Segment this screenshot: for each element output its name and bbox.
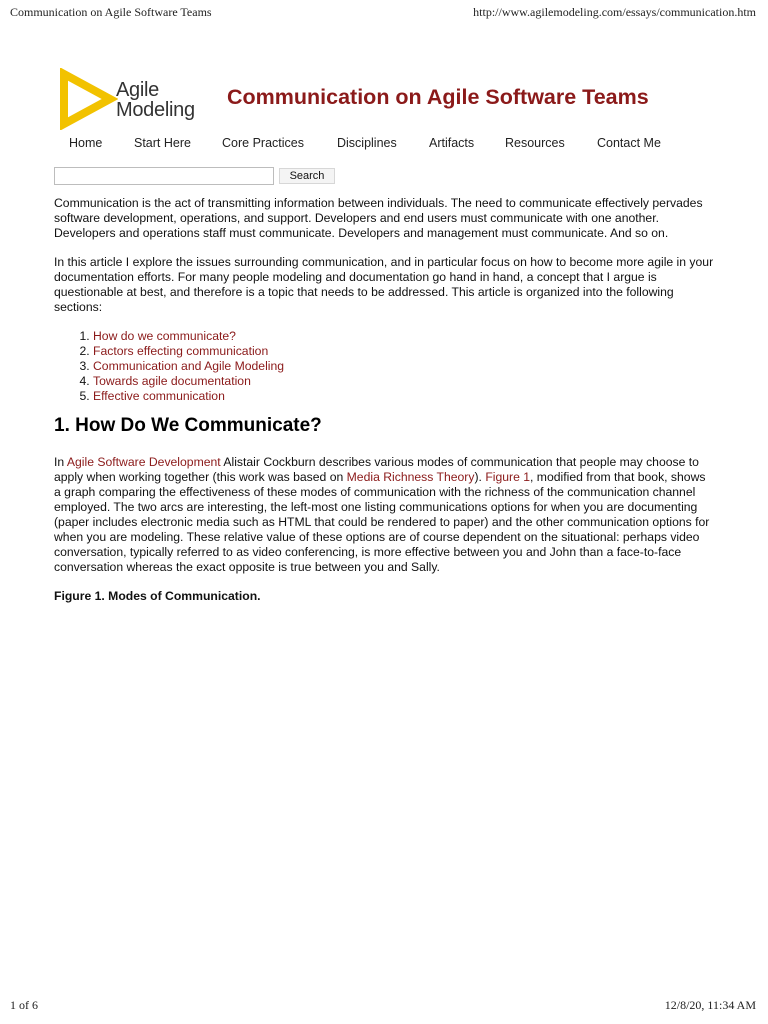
text-fragment: Alistair Cockburn describes various modes of communication that people may choose to apply when working together (this work was based on	[54, 455, 699, 484]
link-agile-software-development[interactable]: Agile Software Development	[66, 455, 221, 469]
toc-item	[93, 344, 714, 359]
toc-item	[93, 329, 714, 344]
print-footer	[10, 998, 756, 1014]
nav-start-here[interactable]: Start Here	[134, 136, 191, 150]
toc-link-communication-and-am[interactable]: Communication and Agile Modeling	[93, 359, 285, 373]
text-fragment: In	[54, 455, 67, 469]
toc-item	[93, 374, 714, 389]
logo-text	[116, 80, 195, 120]
section-1-paragraph	[54, 455, 714, 575]
link-media-richness-theory[interactable]: Media Richness Theory	[346, 470, 475, 484]
print-footer-page: 1 of 6	[10, 998, 38, 1012]
page-title: Communication on Agile Software Teams	[227, 85, 649, 109]
article-content	[54, 196, 714, 618]
toc-link-agile-documentation[interactable]: Towards agile documentation	[93, 374, 251, 388]
nav-disciplines[interactable]: Disciplines	[337, 136, 397, 150]
nav-home[interactable]: Home	[69, 136, 103, 150]
nav-core-practices[interactable]: Core Practices	[222, 136, 304, 150]
yellow-triangle-play-icon	[58, 68, 118, 130]
text-fragment: , modified from that book, shows a graph comparing the effectiveness of these modes of communication with the richness of the communication channel employed. The two arcs are interesting, the left-most one listing communications options for when you are documenting (paper includes electronic media such as HTML that could be rendered to paper) and the other communication options for when you are modeling. These relative value of these options are of course dependent on the situational: perhaps video conversation, typically referred to as video conferencing, is more effective between you and John than a face-to-face conversation whereas the exact opposite is true between you and Sally.	[54, 470, 710, 574]
logo-text-line2: Modeling	[116, 99, 195, 121]
intro-paragraph-1: Communication is the act of transmitting information between individuals. The need to communicate effectively pervades software development, operations, and support. Developers and end users must communicate with one another. Developers and operations staff must communicate. Developers and management must communicate. And so on.	[54, 196, 703, 240]
print-header	[10, 5, 756, 21]
print-header-title: Communication on Agile Software Teams	[10, 5, 212, 19]
toc-link-factors[interactable]: Factors effecting communication	[93, 344, 269, 358]
search-input[interactable]	[54, 167, 274, 185]
link-figure-1[interactable]: Figure 1	[485, 470, 531, 484]
nav-contact-me[interactable]: Contact Me	[597, 136, 661, 150]
print-footer-datetime: 12/8/20, 11:34 AM	[664, 998, 756, 1012]
toc-link-effective-communication[interactable]: Effective communication	[93, 389, 225, 403]
figure-caption: Figure 1. Modes of Communication.	[54, 589, 261, 603]
table-of-contents	[54, 329, 714, 404]
top-nav	[54, 136, 714, 154]
intro-paragraph-2: In this article I explore the issues surrounding communication, and in particular focus on how to become more agile in your documentation efforts. For many people modeling and documentation go hand in hand, a concept that I argue is questionable at best, and therefore is a topic that needs to be addressed. This article is organized into the following sections:	[54, 255, 714, 314]
nav-resources[interactable]: Resources	[505, 136, 565, 150]
print-header-url: http://www.agilemodeling.com/essays/communication.htm	[473, 5, 756, 19]
agile-modeling-logo[interactable]	[58, 68, 203, 130]
toc-item	[93, 359, 714, 374]
toc-link-how-do-we-communicate[interactable]: How do we communicate?	[93, 329, 236, 343]
logo-text-line1: Agile	[116, 79, 159, 101]
text-fragment: ).	[474, 470, 486, 484]
section-heading: 1. How Do We Communicate?	[54, 415, 322, 436]
toc-item	[93, 389, 714, 404]
nav-artifacts[interactable]: Artifacts	[429, 136, 475, 150]
search-button[interactable]: Search	[279, 168, 335, 184]
